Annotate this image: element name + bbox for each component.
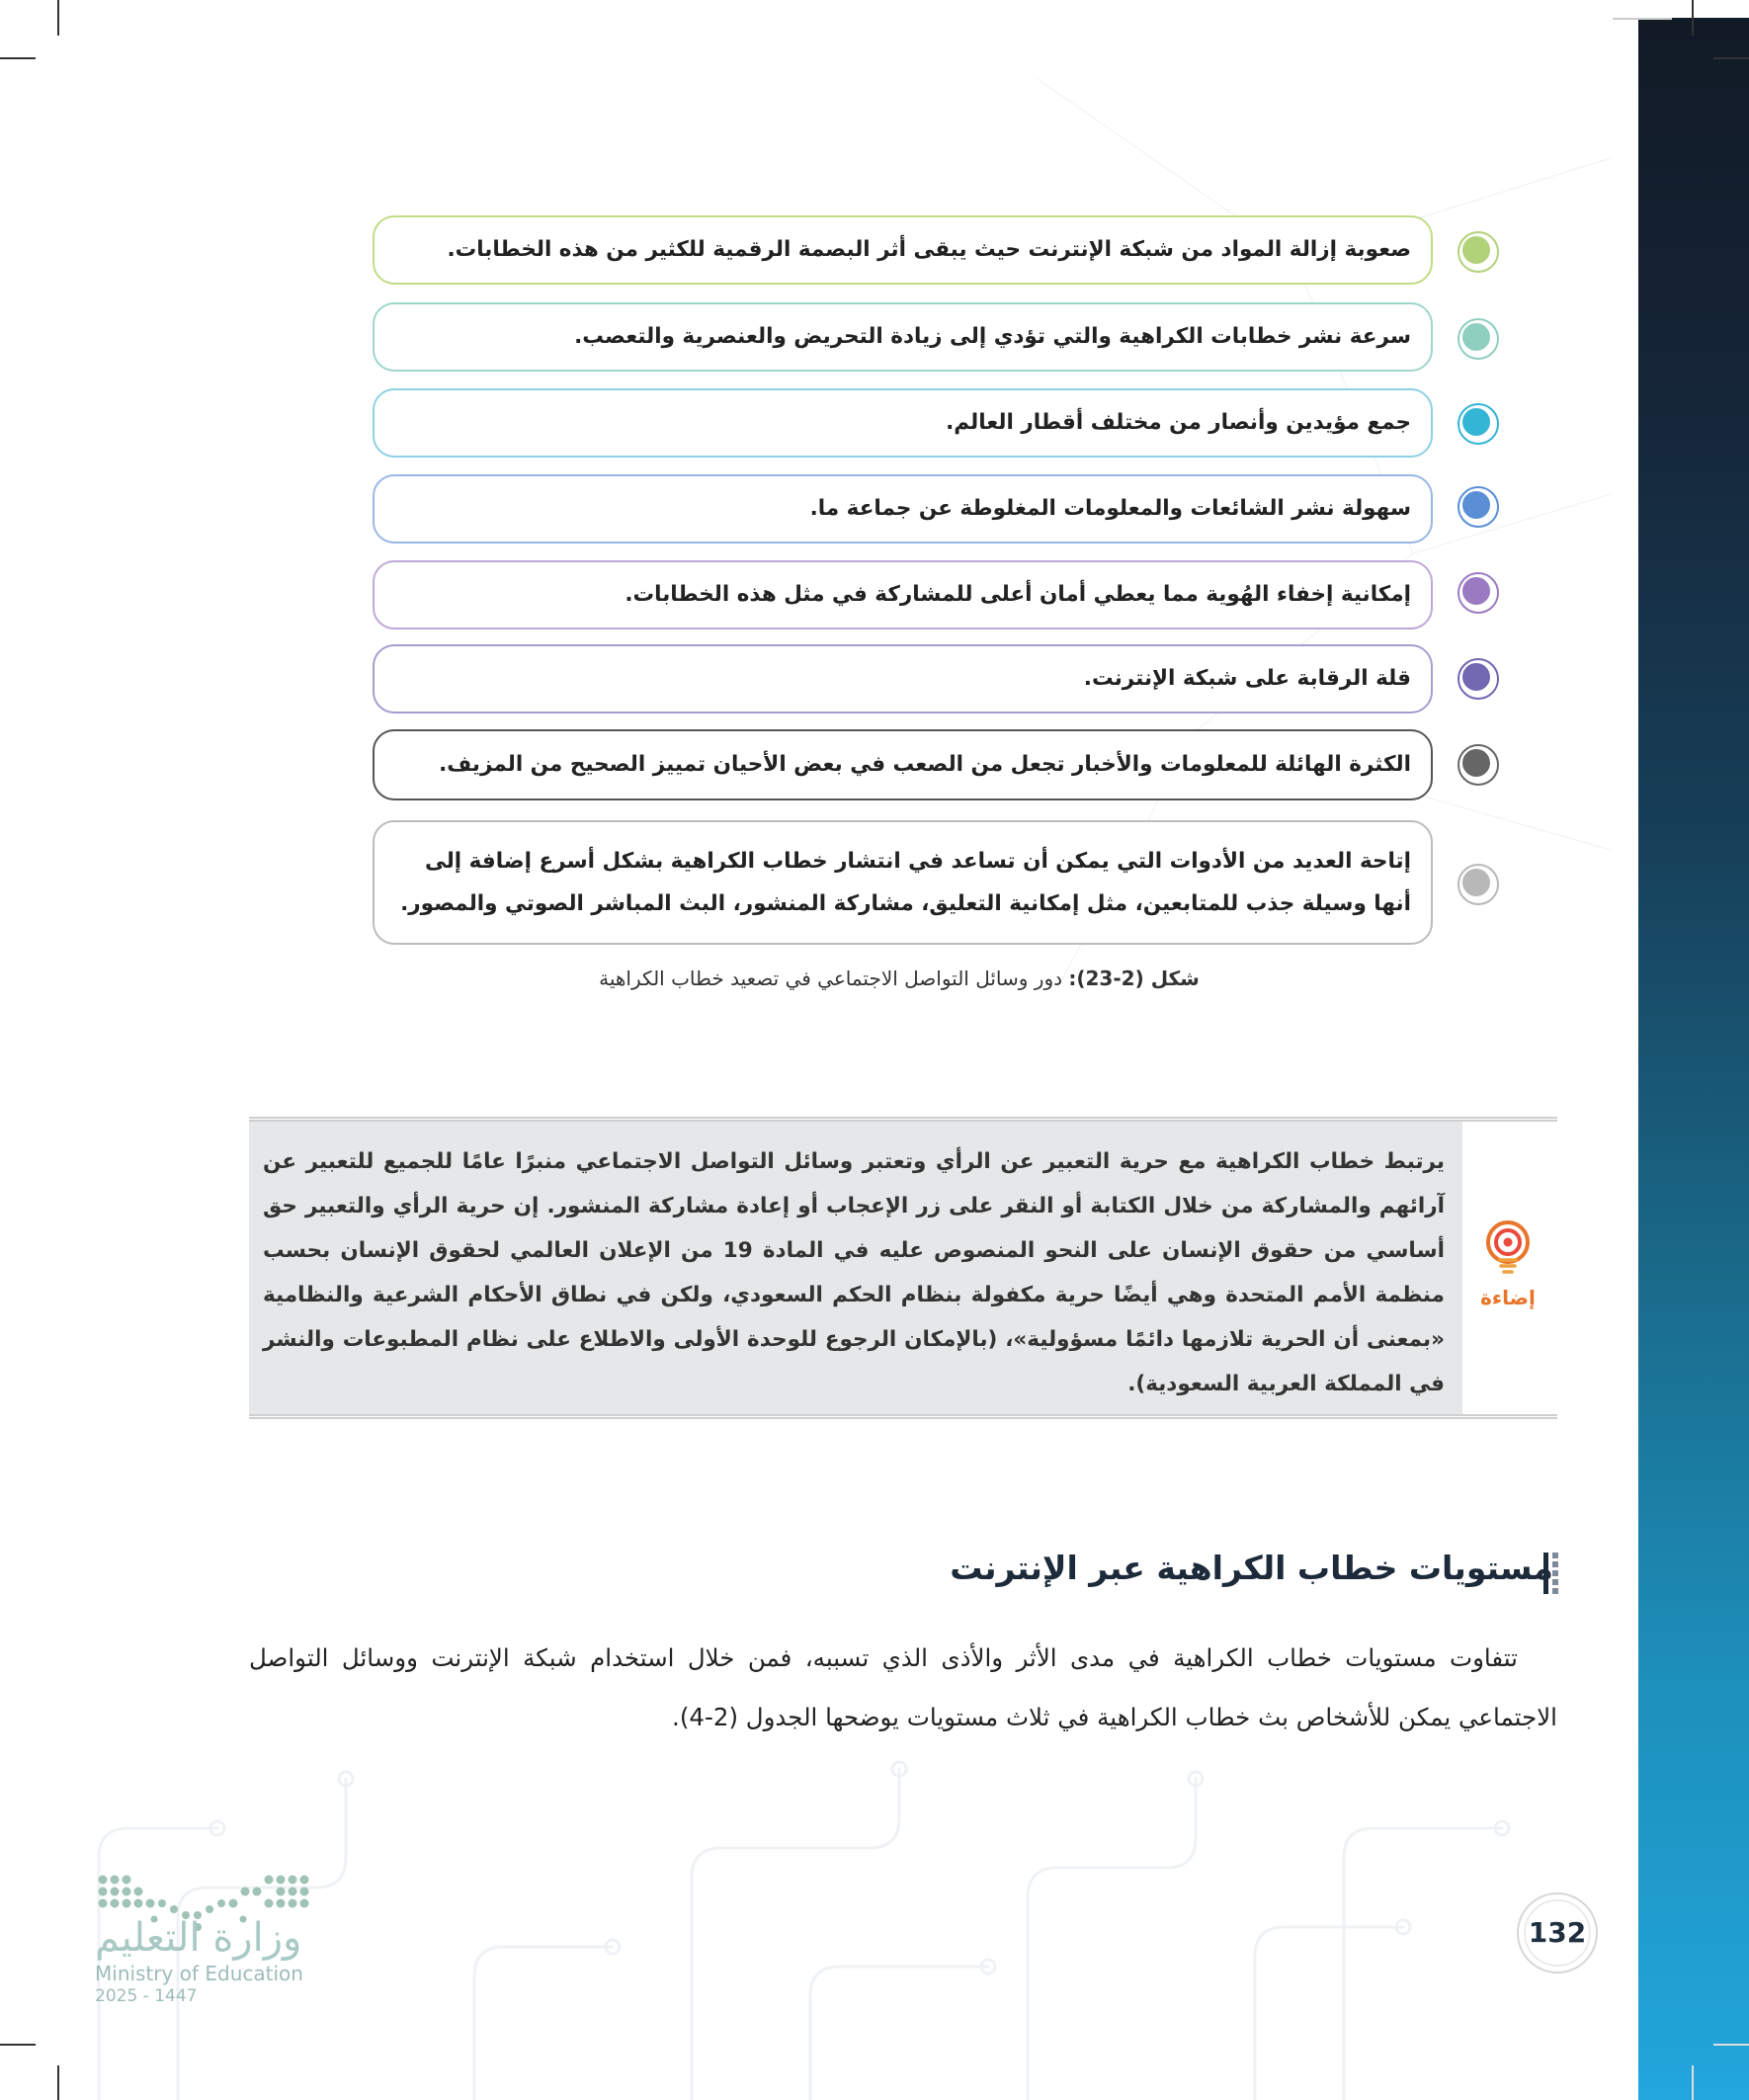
list-item [373,474,1493,544]
bullet-box: إمكانية إخفاء الهُوية مما يعطي أمان أعلى للمشاركة في مثل هذه الخطابات. [373,560,1433,630]
bullet-box: سرعة نشر خطابات الكراهية والتي تؤدي إلى زيادة التحريض والعنصرية والتعصب. [373,302,1433,372]
bullet-box: قلة الرقابة على شبكة الإنترنت. [373,644,1433,714]
bullet-dot-icon [1459,574,1493,608]
figure-caption [553,966,1245,990]
crop-mark [1713,57,1749,59]
bullet-dot-icon [1459,866,1493,899]
body-paragraph: تتفاوت مستويات خطاب الكراهية في مدى الأثر والأذى الذي تسببه، فمن خلال استخدام شبكة الإنترنت ووسائل التواصل الاجتماعي يمكن للأشخاص بث خطاب الكراهية في ثلاث مستويات يوضحها الجدول (2-4). [249,1643,1557,1731]
note-badge [1472,1220,1543,1309]
bullet-dot-icon [1459,488,1493,522]
bullet-dot-icon [1459,233,1493,267]
crop-mark [1613,18,1672,20]
figure-caption-label: شكل (2-23): [1068,966,1200,990]
bullet-box: صعوبة إزالة المواد من شبكة الإنترنت حيث يبقى أثر البصمة الرقمية للكثير من هذه الخطابات. [373,215,1433,285]
list-item [373,215,1493,285]
list-item [373,644,1493,714]
ministry-year: 2025 - 1447 [95,1986,198,2006]
section-title: مستويات خطاب الكراهية عبر الإنترنت [950,1549,1553,1587]
bullet-dot-icon [1459,746,1493,780]
crop-mark [1713,2044,1749,2046]
page-number: 132 [1528,1916,1587,1949]
crop-mark [57,2065,59,2100]
list-item [373,388,1493,458]
crop-mark [0,57,36,59]
ministry-name-arabic: وزارة التعليم [95,1915,302,1961]
page-number-badge [1515,1890,1600,1975]
figure-caption-text: دور وسائل التواصل الاجتماعي في تصعيد خطاب الكراهية [599,966,1063,990]
list-item [373,729,1493,800]
ministry-name-english: Ministry of Education [95,1962,303,1985]
bullet-box: جمع مؤيدين وأنصار من مختلف أقطار العالم. [373,388,1433,458]
crop-mark [57,0,59,36]
crop-mark [1692,0,1694,36]
bullet-box: سهولة نشر الشائعات والمعلومات المغلوطة عن جماعة ما. [373,474,1433,544]
bullet-dot-icon [1459,660,1493,694]
side-gradient-band [1638,18,1749,2100]
bullet-box: الكثرة الهائلة للمعلومات والأخبار تجعل من الصعب في بعض الأحيان تمييز الصحيح من المزيف. [373,729,1433,800]
note-label: إضاءة [1480,1286,1536,1309]
crop-mark [0,2044,36,2046]
crop-mark [1692,2065,1694,2100]
bullet-dot-icon [1459,320,1493,354]
lightbulb-icon [1482,1220,1534,1278]
bullet-dot-icon [1459,405,1493,439]
note-text: يرتبط خطاب الكراهية مع حرية التعبير عن الرأي وتعتبر وسائل التواصل الاجتماعي منبرًا عامًا للجميع للتعبير عن آرائهم والمشاركة من خلال الكتابة أو النقر على زر الإعجاب أو إعادة مشاركة المنشور. إن حرية الرأي والتعبير حق أساسي من حقوق الإنسان على النحو المنصوص عليه في المادة 19 من الإعلان العالمي لحقوق الإنسان بحسب منظمة الأمم المتحدة وهي أيضًا حرية مكفولة بنظام الحكم السعودي، ولكن في نطاق الأحكام الشرعية والنظامية «بمعنى أن الحرية تلازمها دائمًا مسؤولية»، (بالإمكان الرجوع للوحدة الأولى والاطلاع على نظام المطبوعات والنشر في المملكة العربية السعودية). [249,1122,1462,1414]
bullet-box: إتاحة العديد من الأدوات التي يمكن أن تساعد في انتشار خطاب الكراهية بشكل أسرع إضافة إلى أنها وسيلة جذب للمتابعين، مثل إمكانية التعليق، مشاركة المنشور، البث المباشر الصوتي والمصور. [373,820,1433,945]
list-item [373,302,1493,372]
list-item [373,820,1493,945]
note-box [249,1117,1557,1419]
list-item [373,560,1493,630]
